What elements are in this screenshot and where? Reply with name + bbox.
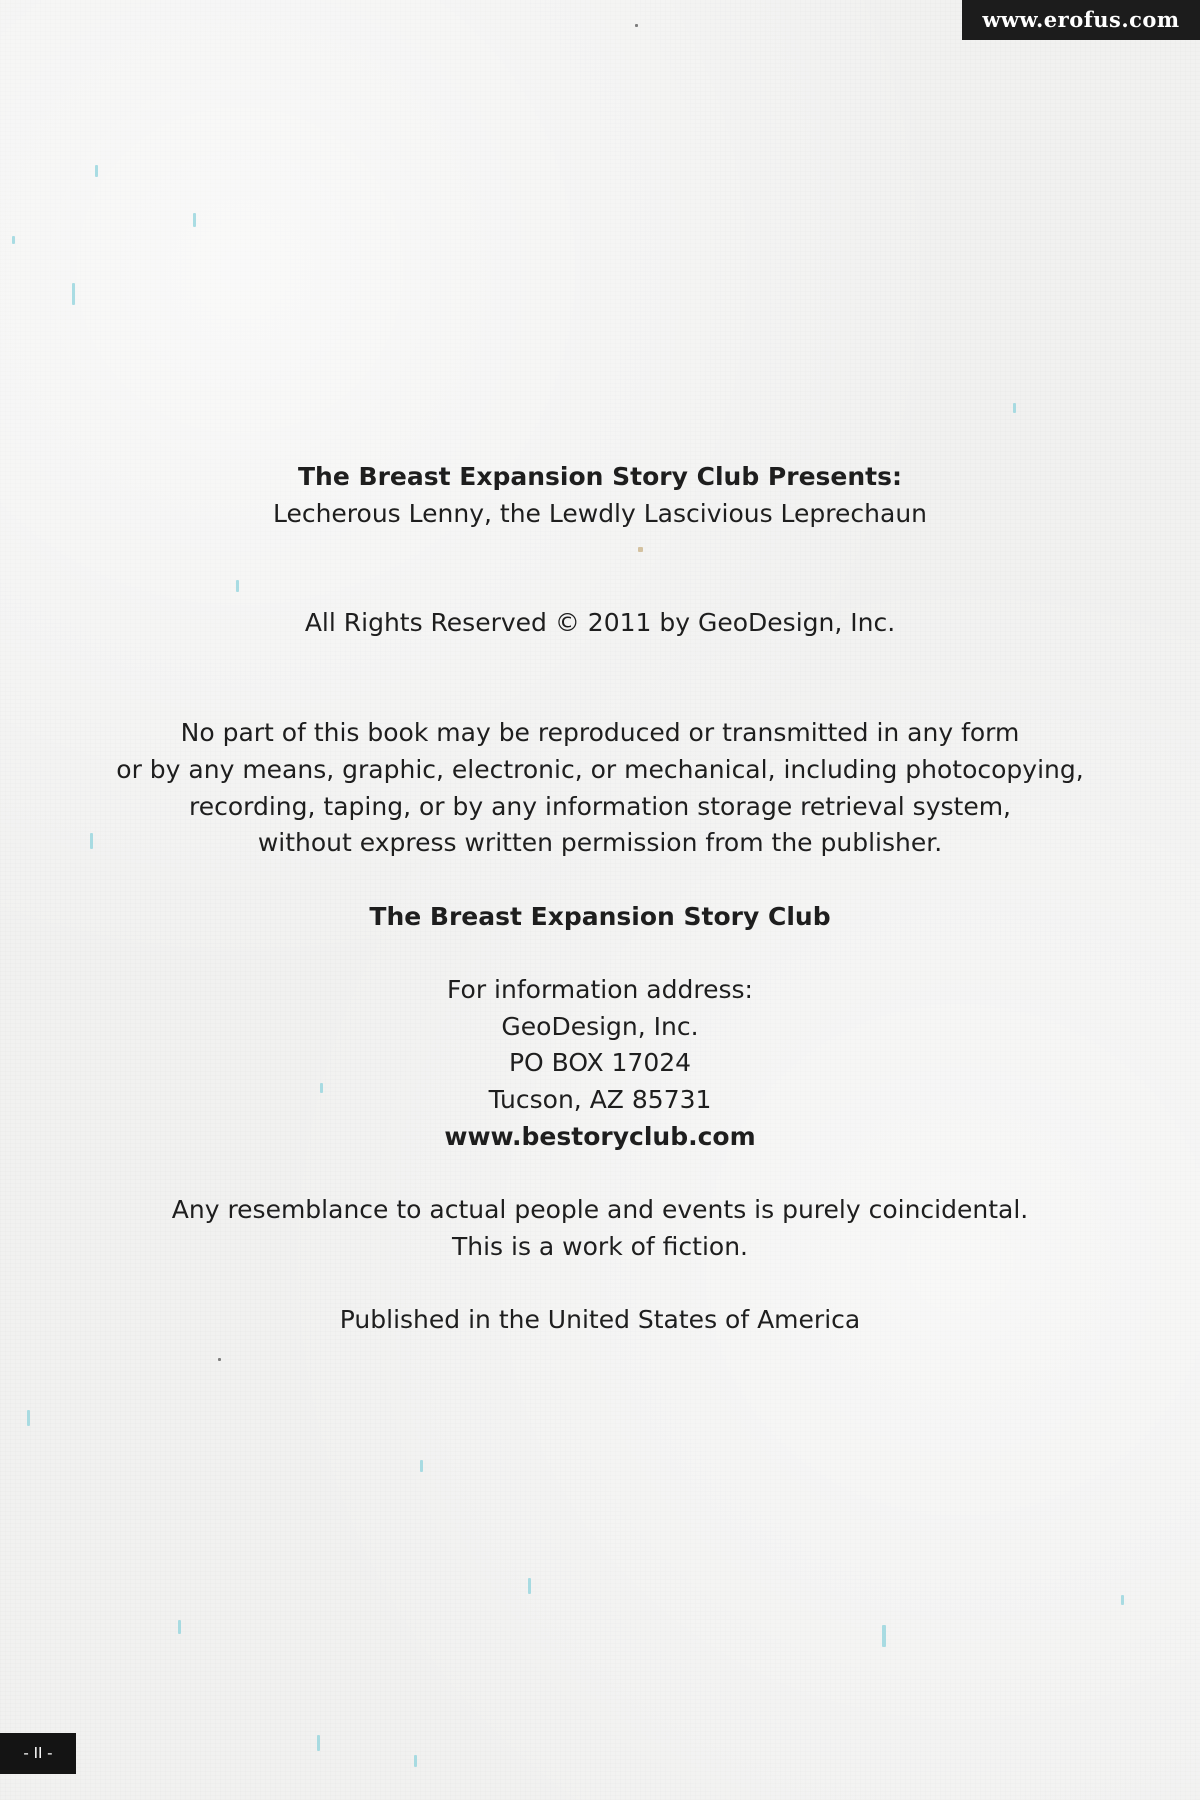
paper-speck bbox=[414, 1755, 417, 1767]
paper-speck bbox=[1013, 403, 1016, 413]
paper-speck bbox=[420, 1460, 423, 1472]
address-heading: For information address: bbox=[447, 975, 753, 1004]
paper-speck bbox=[178, 1620, 181, 1634]
address-po-box: PO BOX 17024 bbox=[508, 1048, 692, 1078]
rights-notice-line: or by any means, graphic, electronic, or mechanical, including photocopying, bbox=[116, 754, 1084, 784]
paper-speck bbox=[72, 283, 75, 305]
disclaimer-line: Any resemblance to actual people and events is purely coincidental. bbox=[171, 1195, 1029, 1225]
paper-speck bbox=[1121, 1595, 1124, 1605]
paper-speck bbox=[528, 1578, 531, 1594]
rights-notice bbox=[0, 715, 1200, 862]
rights-notice-line: without express written permission from the publisher. bbox=[257, 828, 943, 858]
paper-speck bbox=[317, 1735, 320, 1751]
disclaimer-line: This is a work of fiction. bbox=[451, 1231, 749, 1261]
website-link[interactable]: www.bestoryclub.com bbox=[444, 1121, 756, 1151]
copyright-line: All Rights Reserved © 2011 by GeoDesign, Inc. bbox=[304, 608, 896, 638]
publisher-address bbox=[0, 972, 1200, 1156]
club-name: The Breast Expansion Story Club bbox=[369, 901, 831, 931]
paper-speck bbox=[95, 165, 98, 177]
book-title: Lecherous Lenny, the Lewdly Lascivious Leprechaun bbox=[272, 498, 928, 528]
published-location: Published in the United States of America bbox=[339, 1305, 861, 1335]
paper-speck bbox=[218, 1358, 221, 1361]
address-city: Tucson, AZ 85731 bbox=[488, 1085, 712, 1115]
page-number: - II - bbox=[0, 1733, 76, 1774]
paper-speck bbox=[12, 236, 15, 244]
watermark: www.erofus.com bbox=[962, 0, 1200, 40]
paper-speck bbox=[882, 1625, 886, 1647]
paper-speck bbox=[27, 1410, 30, 1426]
paper-speck bbox=[193, 213, 196, 227]
rights-notice-line: recording, taping, or by any information storage retrieval system, bbox=[189, 791, 1011, 821]
address-company: GeoDesign, Inc. bbox=[501, 1011, 699, 1041]
paper-speck bbox=[635, 24, 638, 27]
fiction-disclaimer bbox=[0, 1192, 1200, 1265]
rights-notice-line: No part of this book may be reproduced or transmitted in any form bbox=[180, 718, 1020, 748]
copyright-page-content bbox=[0, 459, 1200, 1339]
book-presenter-title: The Breast Expansion Story Club Presents: bbox=[298, 462, 902, 491]
